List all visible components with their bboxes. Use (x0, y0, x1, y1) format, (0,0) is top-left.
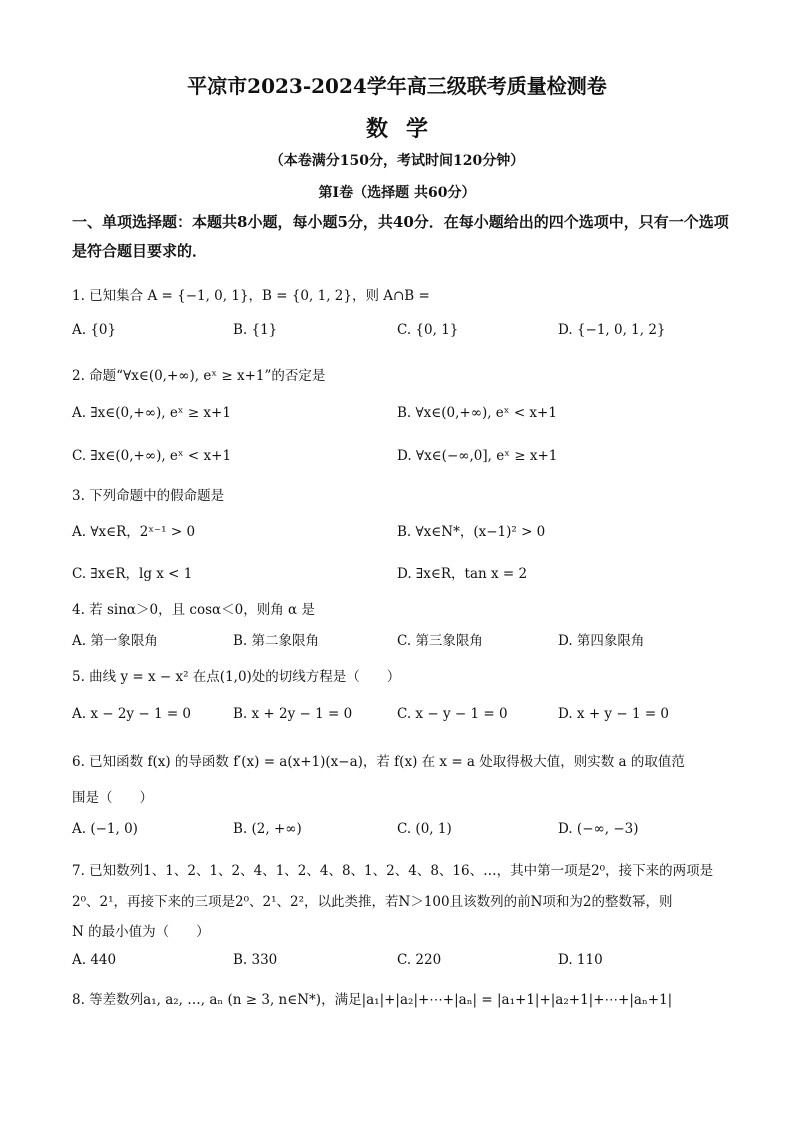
question-5-option-d: D. x + y − 1 = 0 (558, 706, 670, 722)
question-7-stem-line3: N 的最小值为（ ） (72, 924, 210, 940)
question-5-option-c: C. x − y − 1 = 0 (397, 706, 508, 722)
question-2-stem: 2. 命题“∀x∈(0,+∞), eˣ ≥ x+1”的否定是 (72, 368, 326, 384)
question-1-option-a: A. {0} (72, 322, 117, 338)
section-heading: 一、单项选择题：本题共8小题，每小题5分，共40分．在每小题给出的四个选项中，只有一个选项是符合题目要求的． (72, 213, 729, 260)
subject-title: 数学 (365, 116, 446, 142)
question-6-option-d: D. (−∞, −3) (558, 821, 639, 837)
question-3-option-b: B. ∀x∈N*，(x−1)² > 0 (397, 524, 546, 540)
question-2-option-c: C. ∃x∈(0,+∞), eˣ < x+1 (72, 448, 232, 464)
question-1-stem: 1. 已知集合 A = {−1, 0, 1}，B = {0, 1, 2}，则 A∩B = (72, 288, 430, 304)
question-4-option-d: D. 第四象限角 (558, 633, 645, 649)
question-1-option-d: D. {−1, 0, 1, 2} (558, 322, 666, 338)
question-3-option-c: C. ∃x∈R，lg x < 1 (72, 566, 193, 582)
question-4-option-c: C. 第三象限角 (397, 633, 483, 649)
question-7-stem: 7. 已知数列1、1、2、1、2、4、1、2、4、8、1、2、4、8、16、…，其中第一项是2⁰，接下来的两项是 (72, 863, 714, 879)
question-6-option-b: B. (2, +∞) (233, 821, 302, 837)
question-4-option-b: B. 第二象限角 (233, 633, 320, 649)
question-6-stem: 6. 已知函数 f(x) 的导函数 f′(x) = a(x+1)(x−a)，若 f(x) 在 x = a 处取得极大值，则实数 a 的取值范 (72, 754, 685, 770)
question-6-stem-continued: 围是（ ） (72, 790, 153, 806)
question-5-option-b: B. x + 2y − 1 = 0 (233, 706, 353, 722)
question-1-option-c: C. {0, 1} (397, 322, 459, 338)
question-6-option-c: C. (0, 1) (397, 821, 452, 837)
exam-title: 平凉市2023-2024学年高三级联考质量检测卷 (187, 74, 607, 98)
question-1-option-b: B. {1} (233, 322, 278, 338)
question-6-option-a: A. (−1, 0) (72, 821, 138, 837)
question-7-option-b: B. 330 (233, 952, 278, 968)
question-5-stem: 5. 曲线 y = x − x² 在点(1,0)处的切线方程是（ ） (72, 669, 401, 685)
question-7-option-d: D. 110 (558, 952, 603, 968)
question-4-option-a: A. 第一象限角 (72, 633, 158, 649)
question-3-stem: 3. 下列命题中的假命题是 (72, 488, 225, 504)
question-3-option-a: A. ∀x∈R，2ˣ⁻¹ > 0 (72, 524, 196, 540)
exam-note: （本卷满分150分，考试时间120分钟） (269, 153, 525, 169)
question-5-option-a: A. x − 2y − 1 = 0 (72, 706, 192, 722)
part-title: 第I卷（选择题 共60分） (318, 185, 476, 201)
question-2-option-b: B. ∀x∈(0,+∞), eˣ < x+1 (397, 405, 557, 421)
question-2-option-d: D. ∀x∈(−∞,0], eˣ ≥ x+1 (397, 448, 558, 464)
question-7-stem-line2: 2⁰、2¹，再接下来的三项是2⁰、2¹、2²，以此类推，若N＞100且该数列的前N项和为2的整数幂，则 (72, 894, 673, 910)
question-8-stem: 8. 等差数列a₁, a₂, …, aₙ (n ≥ 3, n∈N*)，满足|a₁|+|a₂|+⋯+|aₙ| = |a₁+1|+|a₂+1|+⋯+|aₙ+1| (72, 992, 673, 1008)
question-4-stem: 4. 若 sinα＞0，且 cosα＜0，则角 α 是 (72, 602, 315, 618)
question-7-option-c: C. 220 (397, 952, 442, 968)
question-7-option-a: A. 440 (72, 952, 117, 968)
question-3-option-d: D. ∃x∈R，tan x = 2 (397, 566, 528, 582)
question-2-option-a: A. ∃x∈(0,+∞), eˣ ≥ x+1 (72, 405, 231, 421)
